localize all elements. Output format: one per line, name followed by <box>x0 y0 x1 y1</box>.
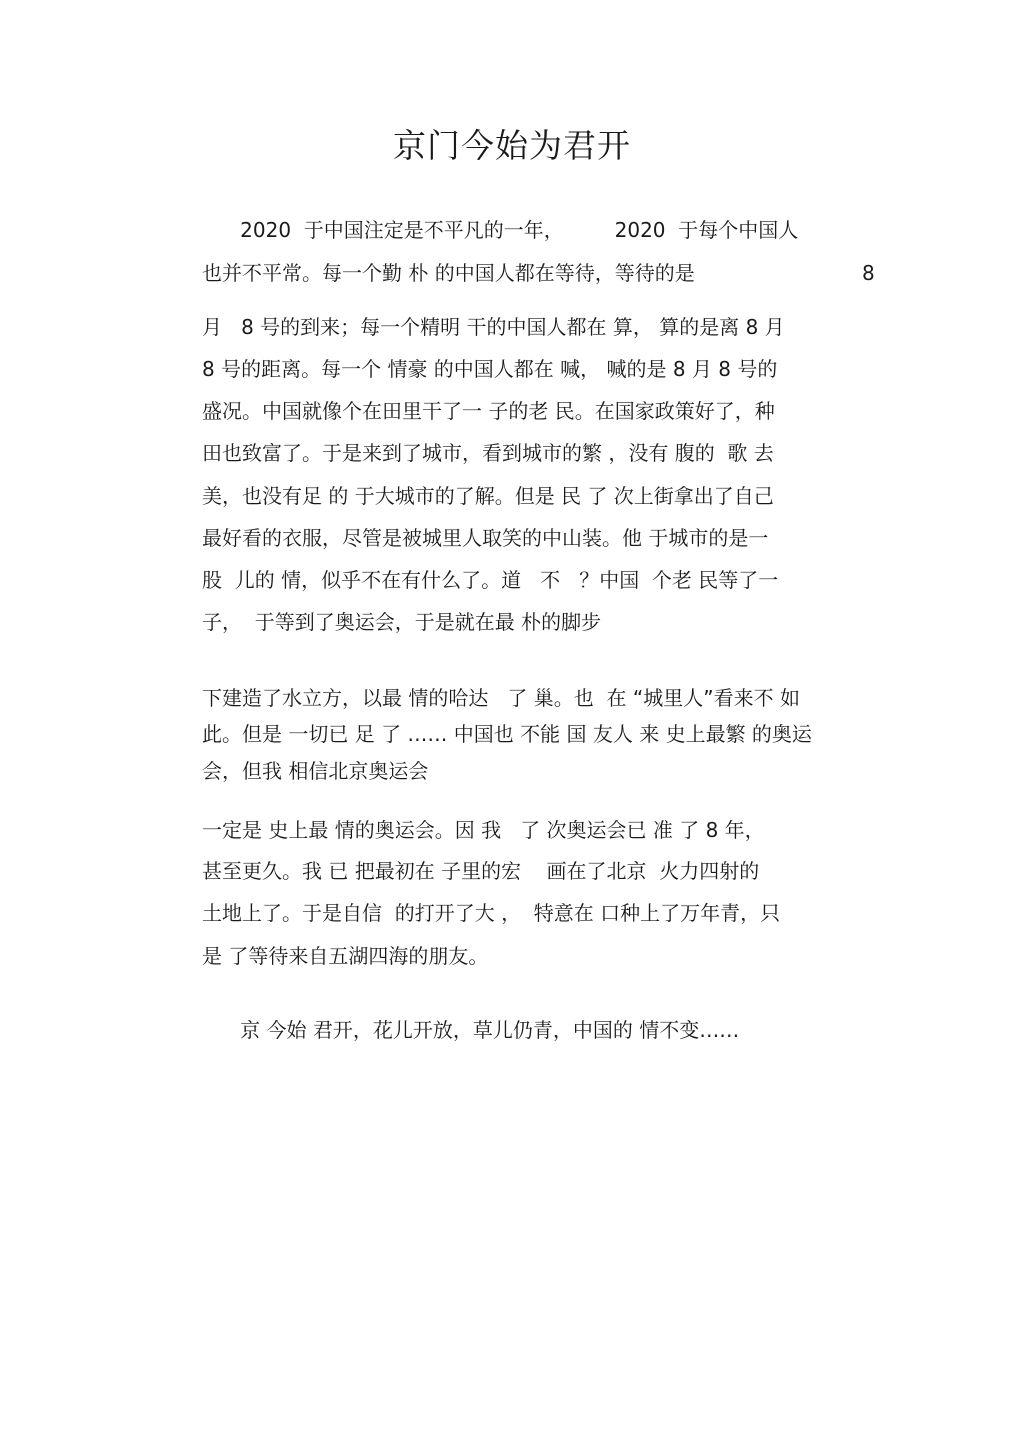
text-line: 甚至更久。我 已 把最初在 子里的宏 画在了北京 火力四射的 <box>202 859 760 883</box>
text-line: 2020 于中国注定是不平凡的一年， 2020 于每个中国人 <box>202 218 799 242</box>
text-line: 土地上了。于是自信 的打开了大 ， 特意在 口种上了万年青，只 <box>202 901 781 925</box>
text-line: 一定是 史上最 情的奥运会。因 我 了 次奥运会已 准 了 8 年， <box>202 818 765 842</box>
text-line: 月 8 号的到来；每一个精明 干的中国人都在 算， 算的是离 8 月 <box>202 315 785 339</box>
text-line: 也并不平常。每一个勤 朴 的中国人都在等待，等待的是 <box>202 261 695 285</box>
text-line: 此。但是 一切已 足 了 …… 中国也 不能 国 友人 来 史上最繁 的奥运 <box>202 722 812 746</box>
text-line: 8 号的距离。每一个 情豪 的中国人都在 喊， 喊的是 8 月 8 号的 <box>202 357 778 381</box>
text-line: 美，也没有足 的 于大城市的了解。但是 民 了 次上街拿出了自己 <box>202 484 774 508</box>
stray-number: 8 <box>862 261 875 285</box>
text-line: 子， 于等到了奥运会，于是就在最 朴的脚步 <box>202 610 602 634</box>
text-line: 最好看的衣服，尽管是被城里人取笑的中山装。他 于城市的是一 <box>202 526 769 550</box>
text-line: 股 儿的 情，似乎不在有什么了。道 不 ？中国 个老 民等了一 <box>202 568 779 592</box>
text-line: 下建造了水立方，以最 情的哈达 了 巢。也 在 “城里人”看来不 如 <box>202 686 800 710</box>
page-title: 京门今始为君开 <box>393 126 631 165</box>
text-line: 田也致富了。于是来到了城市，看到城市的繁 ，没有 腹的 歌 去 <box>202 441 774 465</box>
text-line: 是 了等待来自五湖四海的朋友。 <box>202 944 489 968</box>
text-line: 盛况。中国就像个在田里干了一 子的老 民。在国家政策好了，种 <box>202 399 775 423</box>
text-line: 会，但我 相信北京奥运会 <box>202 759 429 783</box>
text-line: 京 今始 君开，花儿开放，草儿仍青，中国的 情不变…… <box>202 1018 740 1042</box>
